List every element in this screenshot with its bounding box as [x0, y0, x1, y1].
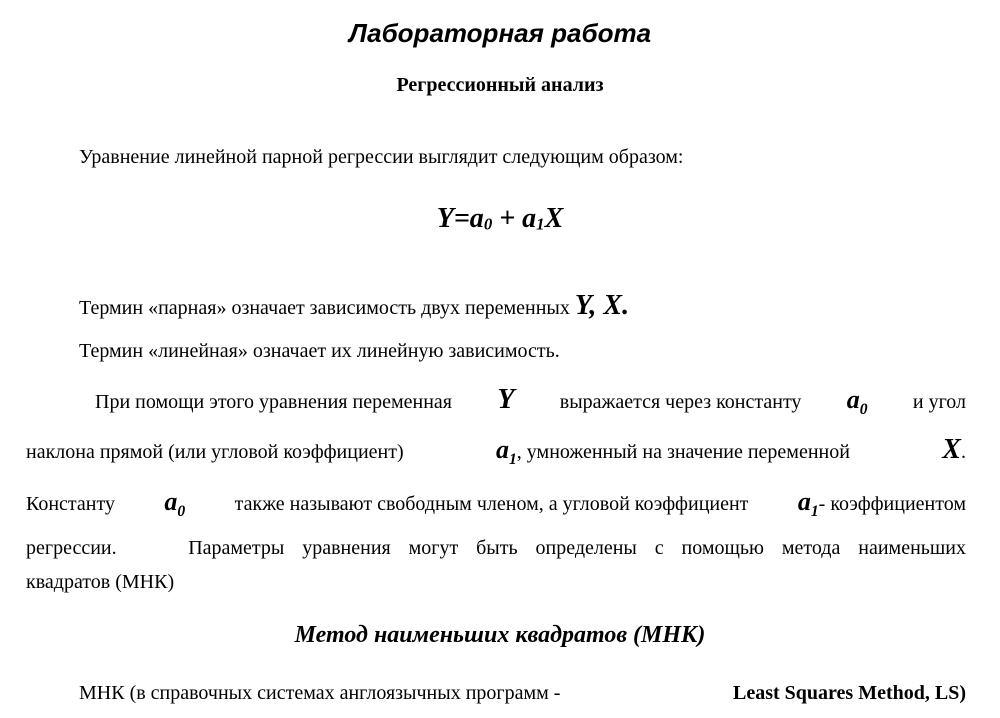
regression-formula: [0, 203, 1000, 235]
var-a1: [496, 435, 517, 469]
var-y: Y: [497, 384, 515, 415]
section-title-mnk: Метод наименьших квадратов (МНК): [294, 622, 706, 648]
term-pair-vars: Y, X.: [574, 290, 630, 321]
var-a0-second-sub: 0: [177, 503, 186, 521]
intro-text: Уравнение линейной парной регрессии выглядит следующим образом:: [79, 146, 684, 168]
para1-line2: [26, 434, 966, 469]
var-x: X: [942, 434, 961, 465]
formula-sub-0: 0: [483, 214, 493, 234]
para1-line3-text-c: - коэффициентом: [818, 493, 966, 515]
var-a1-second: [797, 487, 819, 521]
para1-line1: [95, 384, 966, 419]
para1-line3: [26, 487, 966, 521]
var-a1-letter: a: [496, 435, 509, 464]
para1-line2-text-b: , умноженный на значение переменной: [516, 441, 850, 463]
para2-text-a: МНК (в справочных системах англоязычных программ -: [79, 682, 561, 704]
para1-line1-text-b: выражается через константу: [559, 391, 802, 413]
para1-line2-end: [942, 434, 966, 466]
para1-line2-text-a: наклона прямой (или угловой коэффициент): [26, 441, 404, 463]
page-subtitle: Регрессионный анализ: [396, 74, 604, 96]
para1-line3-text-a: Константу: [26, 493, 115, 515]
para1-line4: регрессии. Параметры уравнения могут быть определены с помощью метода наименьших: [26, 537, 966, 559]
term-linear-text: Термин «линейная» означает их линейную зависимость.: [79, 340, 560, 362]
para1-line3-text-b: также называют свободным членом, а угловой коэффициент: [234, 493, 749, 515]
para1-line5: квадратов (МНК): [26, 571, 175, 593]
var-a0: [847, 385, 868, 419]
para1-line1-text-a: При помощи этого уравнения переменная: [95, 391, 452, 413]
formula-y-a: Y=a: [436, 203, 484, 234]
term-pair-text: Термин «парная» означает зависимость двух переменных: [79, 297, 575, 319]
para2-text-b: Least Squares Method, LS): [733, 682, 966, 704]
var-a0-second: [164, 487, 185, 521]
page-title: Лабораторная работа: [348, 18, 652, 48]
para1-line3-end: [798, 487, 966, 521]
var-a0-second-letter: a: [164, 487, 178, 516]
para1-line1-text-c: и угол: [912, 391, 966, 413]
var-a1-second-sub: 1: [810, 503, 819, 521]
formula-x: X: [544, 203, 564, 234]
para2-line1: [79, 682, 966, 705]
var-a1-sub: 1: [509, 451, 517, 469]
formula-sub-1: 1: [536, 214, 545, 234]
formula-plus-a: + a: [492, 203, 537, 234]
para1-line2-mid: [496, 435, 850, 469]
var-a0-letter: a: [846, 385, 860, 414]
var-a1-second-letter: a: [797, 487, 811, 516]
para1-line2-dot: .: [960, 441, 966, 463]
term-pair-paragraph: [79, 290, 629, 322]
var-a0-sub: 0: [859, 401, 868, 419]
